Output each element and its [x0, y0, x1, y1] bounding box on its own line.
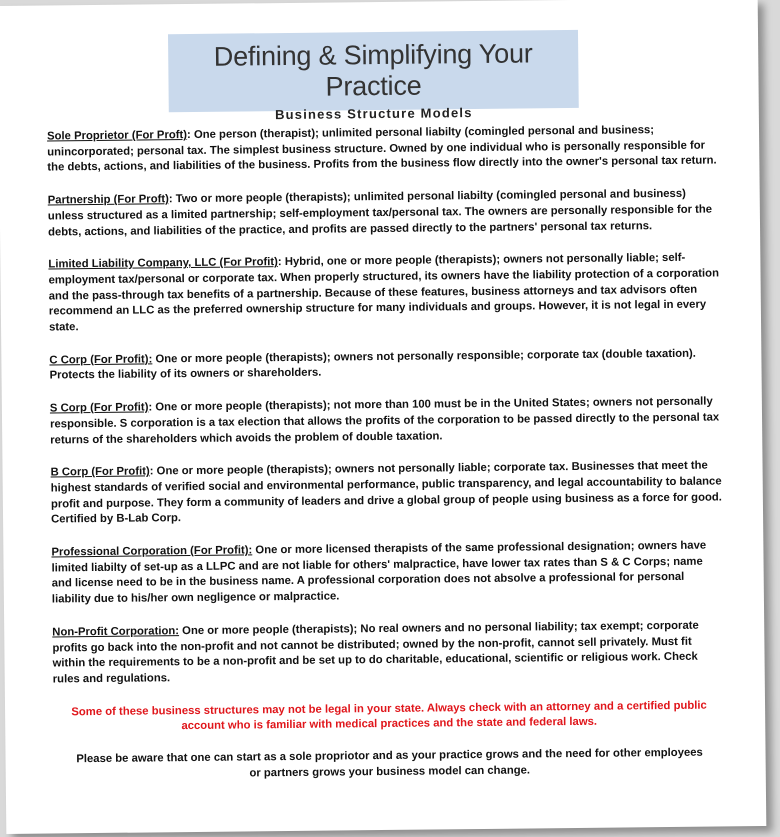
- section-description: One or more people (therapists); owners not personally responsible; corporate tax (double taxation). Protects the liability of its owners or shareholders.: [49, 347, 696, 382]
- section-term: C Corp (For Profit):: [49, 353, 153, 367]
- section-term: Non-Profit Corporation:: [52, 625, 180, 639]
- section-professional-corporation: [51, 538, 724, 608]
- page-subtitle: Business Structure Models: [274, 105, 473, 123]
- section-description: One or more licensed therapists of the same professional designation; owners have limited liabilty of set-up as a LLPC and are not liable for others' malpractice, have lower tax rates than S & C Corps; name and license need to be in the business name. A professional corporation does not absolve a professional for personal liability due to his/her own negligence or malpractice.: [51, 539, 707, 606]
- section-description: : Hybrid, one or more people (therapists); owners not personally liable; self-employment tax/personal or corporate tax. When properly structured, its owners have the liability protection of a corporation and the pass-through tax benefits of a partnership. Because of these features, business attorneys and tax advisors often recommend an LLC as the preferred ownership structure for many individuals and groups. However, it is not legal in every state.: [48, 252, 720, 334]
- section-description: : One or more people (therapists); not more than 100 must be in the United States; owners not personally responsible. S corporation is a tax election that allows the profits of the corporation to be passed directly to the personal tax returns of the shareholders which avoids the problem of double taxation.: [50, 395, 720, 447]
- section-term: Professional Corporation (For Profit):: [51, 544, 253, 559]
- structure-list: [47, 122, 726, 784]
- section-description: : Two or more people (therapists); unlimited personal liabilty (comingled personal and business) unless structured as a limited partnership; self-employment tax/personal tax. The owners are personally responsible for the debts, actions, and liabilities of the practice, and profits are passed directly to the partners' personal tax returns.: [47, 187, 713, 239]
- section-s-corp: [50, 395, 722, 449]
- section-term: B Corp (For Profit): [50, 465, 150, 479]
- title-banner: [168, 30, 579, 123]
- section-non-profit: [52, 618, 725, 688]
- section-description: : One person (therapist); unlimited personal liabilty (comingled personal and business; unincorporated; personal tax. The simplest business structure. Owned by one individual who is personally responsible for the debts, actions, and liabilities of the business. Profits from the business flow directly into the owner's personal tax return.: [47, 124, 717, 174]
- section-term: Limited Liability Company, LLC (For Profit): [48, 256, 278, 271]
- section-partnership: [48, 187, 720, 241]
- section-description: : One or more people (therapists); owners not personally liable; corporate tax. Businesses that meet the highest standards of verified social and environmental performance, public transparency, and legal accountability to balance profit and purpose. They form a community of leaders and drive a global group of people using business as a force for good. Certified by B-Lab Corp.: [50, 459, 722, 526]
- section-b-corp: [51, 459, 724, 529]
- section-sole-proprietor: [47, 122, 719, 176]
- section-description: One or more people (therapists); No real owners and no personal liability; tax exempt; corporate profits go back into the non-profit and not cannot be distributed; owned by the non-profit, cannot sell privately. Must fit within the requirements to be a non-profit and be set up to do charitable, educational, scientific or religious work. Check rules and regulations.: [52, 619, 699, 686]
- section-term: Partnership (For Proft): [47, 193, 169, 207]
- legal-warning: Some of these business structures may not be legal in your state. Always check with an attorney and a certified public account who is familiar with medical practices and the state and federal laws.: [71, 699, 707, 733]
- section-llc: [48, 251, 721, 337]
- section-term: S Corp (For Profit): [49, 401, 149, 415]
- section-term: Sole Proprietor (For Proft): [46, 129, 188, 143]
- page-title: Defining & Simplifying Your Practice: [213, 38, 533, 102]
- closing-note: Please be aware that one can start as a sole propriotor and as your practice grows and the need for other employees or partners grows your business model can change.: [76, 746, 703, 780]
- section-c-corp: [49, 346, 721, 384]
